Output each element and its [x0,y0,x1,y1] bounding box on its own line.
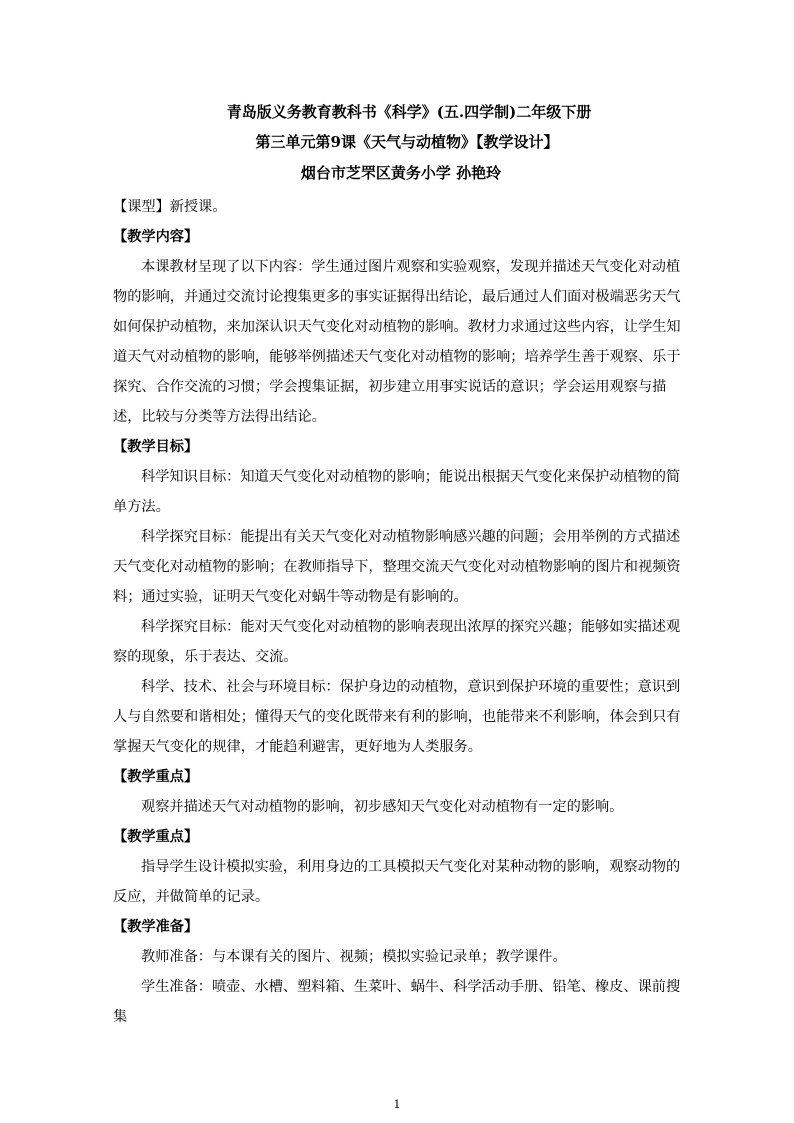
teaching-content-paragraph: 本课教材呈现了以下内容：学生通过图片观察和实验观察，发现并描述天气变化对动植物的影响，并通过交流讨论搜集更多的事实证据得出结论，最后通过人们面对极端恶劣天气如何保护动植物，来加深认识天气变化对动植物的影响。教材力求通过这些内容，让学生知道天气对动植物的影响，能够举例描述天气变化对动植物的影响；培养学生善于观察、乐于探究、合作交流的习惯；学会搜集证据，初步建立用事实说话的意识；学会运用观察与描述，比较与分类等方法得出结论。 [113,259,681,425]
lesson-type: 【课型】新授课。 [113,199,227,215]
difficult-points-paragraph: 指导学生设计模拟实验，利用身边的工具模拟天气变化对某种动物的影响，观察动物的反应，并做简单的记录。 [113,859,681,905]
goal-knowledge-paragraph: 科学知识目标：知道天气变化对动植物的影响；能说出根据天气变化来保护动植物的简单方法。 [113,469,681,515]
key-points-paragraph: 观察并描述天气对动植物的影响，初步感知天气变化对动植物有一定的影响。 [141,799,624,815]
goal-sts-paragraph: 科学、技术、社会与环境目标：保护身边的动植物，意识到保护环境的重要性；意识到人与自然要和谐相处；懂得天气的变化既带来有利的影响，也能带来不利影响，体会到只有掌握天气变化的规律，才能趋利避害，更好地为人类服务。 [113,679,681,755]
teacher-preparation-paragraph: 教师准备：与本课有关的图片、视频；模拟实验记录单；教学课件。 [141,949,567,965]
key-points-heading: 【教学重点】 [113,769,199,785]
goal-attitude-paragraph: 科学探究目标：能对天气变化对动植物的影响表现出浓厚的探究兴趣；能够如实描述观察的现象，乐于表达、交流。 [113,619,681,665]
document-title-line-1: 青岛版义务教育教科书《科学》(五.四学制)二年级下册 [226,103,592,121]
difficult-points-heading: 【教学重点】 [113,829,199,845]
document-body [113,192,685,1032]
teaching-goals-heading: 【教学目标】 [113,439,199,455]
author-line: 烟台市芝罘区黄务小学 孙艳玲 [300,164,502,182]
page-number: 1 [393,1098,401,1111]
teaching-content-heading: 【教学内容】 [113,229,199,245]
student-preparation-paragraph: 学生准备：喷壶、水槽、塑料箱、生菜叶、蜗牛、科学活动手册、铅笔、橡皮、课前搜集 [113,979,681,1025]
document-title-line-2: 第三单元第9课《天气与动植物》【教学设计】 [255,133,559,151]
teaching-preparation-heading: 【教学准备】 [113,919,199,935]
goal-inquiry-paragraph: 科学探究目标：能提出有关天气变化对动植物影响感兴趣的问题；会用举例的方式描述天气变化对动植物的影响；在教师指导下，整理交流天气变化对动植物影响的图片和视频资料；通过实验，证明天气变化对蜗牛等动物是有影响的。 [113,529,681,605]
